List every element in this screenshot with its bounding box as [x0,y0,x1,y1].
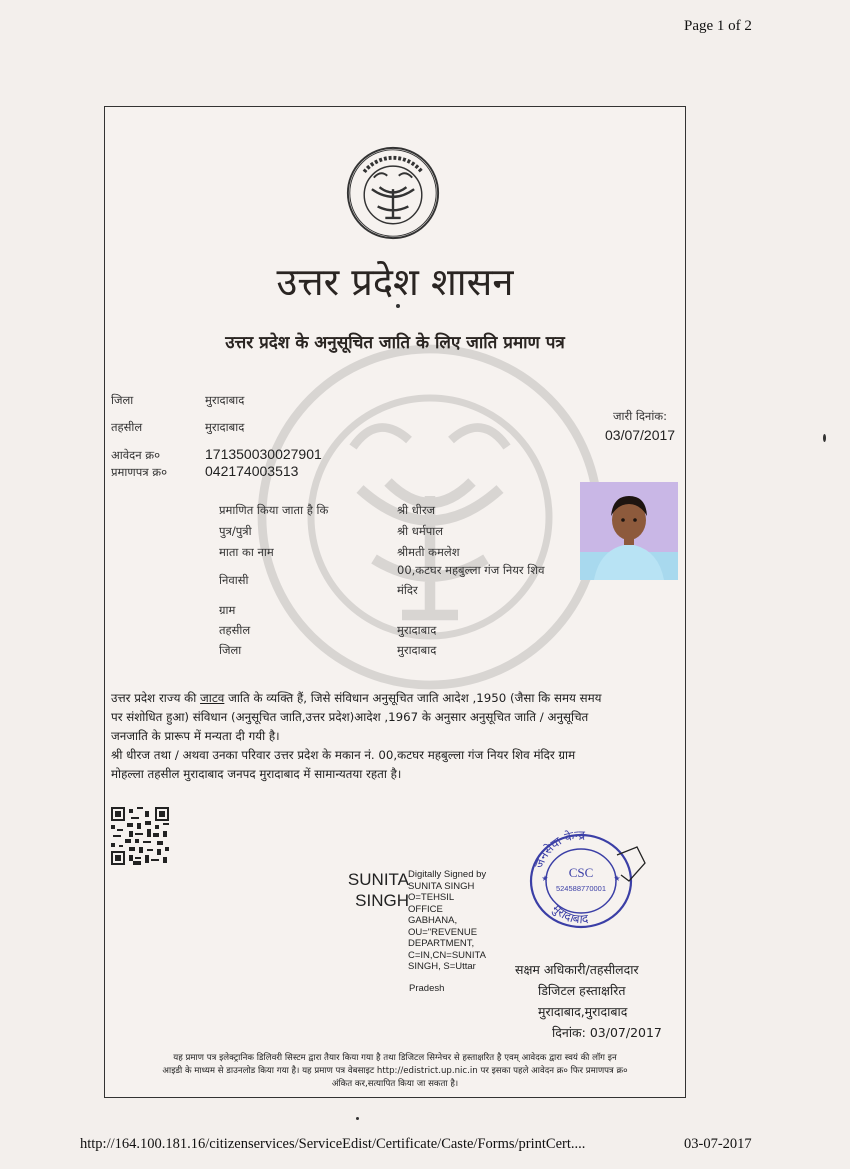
government-title: उत्तर प्रदेश शासन [276,260,514,304]
signature-detail-line: SUNITA SINGH [408,880,475,892]
declaration-lead: उत्तर प्रदेश राज्य की [111,691,201,705]
village-label: ग्राम [219,603,236,617]
signature-detail-line: GABHANA, [408,915,458,926]
district-label: जिला [111,393,134,407]
declaration-line2: पर संशोधित हुआ) संविधान (अनुसूचित जाति,उत्तर प्रदेश)आदेश ,1967 के अनुसार अनुसूचित जाति / अनुसूचित [111,710,589,724]
authority-date: दिनांक: 03/07/2017 [552,1025,662,1040]
verification-footnote [109,1052,681,1091]
issue-date-value: 03/07/2017 [605,427,676,443]
authority-signature-type: डिजिटल हस्ताक्षरित [538,983,626,998]
stamp-bottom-text: मुरादाबाद [549,901,589,927]
up-government-emblem [345,145,441,241]
signer-first-name: SUNITA [347,870,409,889]
caste-certificate [104,106,686,1098]
declaration-line3: जनजाति के प्रारूप में मन्यता दी गयी है। [111,729,280,743]
paper-speck [823,434,826,442]
signature-detail-line: OU="REVENUE [408,926,478,938]
footnote-line3: अंकित कर,सत्यापित किया जा सकता है। [331,1079,459,1089]
signature-detail-line: SINGH, S=Uttar [408,961,476,972]
signature-location: Pradesh [409,983,445,994]
certified-label: प्रमाणित किया जाता है कि [219,503,329,517]
tehsil-label: तहसील [111,420,143,434]
certified-name: श्री धीरज [397,503,436,517]
residence-line2: मोहल्ला तहसील मुरादाबाद जनपद मुरादाबाद में सामान्यतया रहता है। [111,767,402,781]
paper-speck [396,304,400,308]
certificate-number-value: 042174003513 [205,463,299,479]
resident-label: निवासी [219,573,249,587]
declaration-line1: जाति के व्यक्ति हैं, जिसे संविधान अनुसूचित जाति आदेश ,1950 (जैसा कि समय समय [224,691,602,705]
district-value: मुरादाबाद [205,393,245,407]
signature-detail-line: DEPARTMENT, [408,938,475,949]
person-district-value: मुरादाबाद [397,643,437,657]
person-district-label: जिला [219,643,242,657]
svg-text:★: ★ [613,874,621,883]
signer-name [333,869,409,911]
signature-detail-line: O=TEHSIL [408,892,455,903]
digital-signature-details [408,869,508,973]
svg-text:मुरादाबाद [549,902,590,927]
signature-detail-line: OFFICE [408,903,443,915]
tehsil-value: मुरादाबाद [205,420,245,434]
issuing-authority [515,959,665,1043]
person-tehsil-value: मुरादाबाद [397,623,437,637]
stamp-number: 524588770001 [555,884,607,893]
signature-detail-line: C=IN,CN=SUNITA [408,949,486,961]
application-number-label: आवेदन क्र० [111,448,161,462]
footnote-line2: आइडी के माध्यम से डाउनलोड किया गया है। यह प्रमाण पत्र वेबसाइट http://edistrict.up.nic.in पर इसका पहले आवेदन क्र० फिर प्रमाणपत्र क्र० [162,1066,628,1076]
authority-place: मुरादाबाद,मुरादाबाद [538,1004,628,1019]
certificate-title: उत्तर प्रदेश के अनुसूचित जाति के लिए जाति प्रमाण पत्र [225,333,565,353]
caste-declaration [111,689,677,784]
residence-line1: श्री धीरज तथा / अथवा उनका परिवार उत्तर प्रदेश के मकान नं. 00,कटघर महबुल्ला गंज नियर शिव मंदिर ग्राम [111,748,576,762]
resident-value-line2: मंदिर [397,583,418,597]
print-url: http://164.100.181.16/citizenservices/ServiceEdist/Certificate/Caste/Forms/printCert.... [80,1136,586,1152]
csc-stamp [525,823,647,931]
applicant-photo [580,482,678,580]
svg-text:★: ★ [541,874,549,883]
issue-date-label: जारी दिनांक: [613,409,668,423]
stamp-top-text: जनसेवा केन्द्र [531,827,586,871]
footnote-line1: यह प्रमाण पत्र इलेक्ट्रानिक डिलिवरी सिस्टम द्वारा तैयार किया गया है तथा डिजिटल सिग्नेचर से हस्ताक्षरित है एवम् आवेदक द्वारा स्वयं की लॉग इन [173,1053,617,1063]
son-daughter-value: श्री धर्मपाल [397,524,444,538]
mother-name-value: श्रीमती कमलेश [397,545,460,559]
person-tehsil-label: तहसील [219,623,251,637]
son-daughter-label: पुत्र/पुत्री [219,524,252,538]
application-number-value: 171350030027901 [205,446,322,462]
certificate-number-label: प्रमाणपत्र क्र० [111,465,168,479]
page-number: Page 1 of 2 [684,18,752,34]
resident-value-line1: 00,कटघर महबुल्ला गंज नियर शिव [397,563,545,577]
signer-last-name: SINGH [355,891,409,910]
print-date: 03-07-2017 [684,1136,752,1152]
caste-name: जाटव [200,691,225,705]
paper-speck [356,1117,359,1120]
verification-qr-code [111,807,169,865]
signature-detail-line: Digitally Signed by [408,869,487,880]
authority-designation: सक्षम अधिकारी/तहसीलदार [515,962,639,977]
stamp-center-text: CSC [568,865,594,880]
mother-name-label: माता का नाम [219,545,274,559]
